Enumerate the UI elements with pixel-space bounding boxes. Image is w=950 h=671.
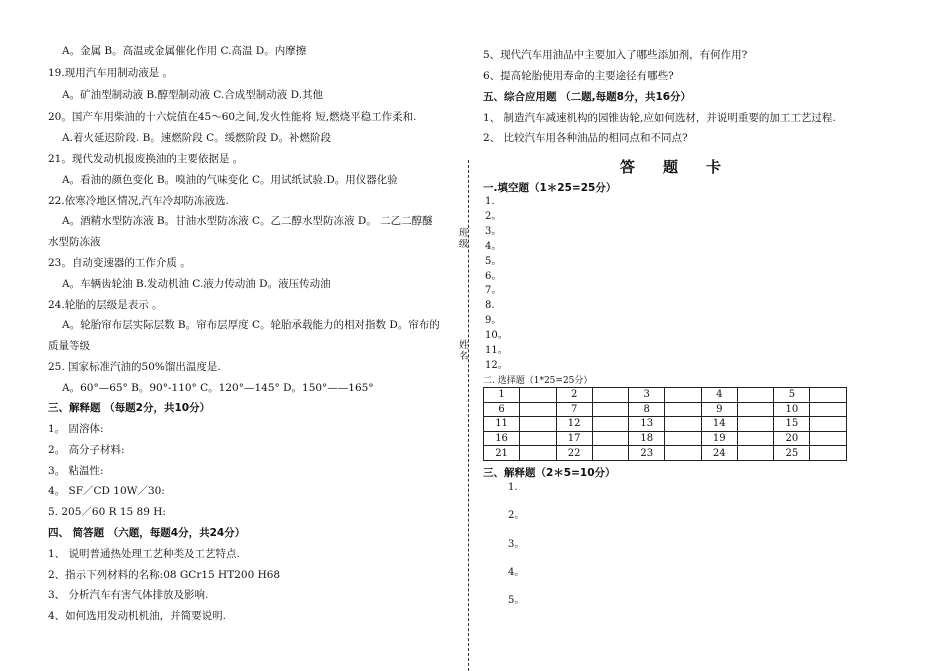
grid-answer-cell[interactable] (810, 446, 847, 461)
grid-number-cell: 23 (629, 446, 665, 461)
grid-number-cell: 13 (629, 417, 665, 432)
grid-number-cell: 6 (484, 402, 520, 417)
q21-options: A。看油的颜色变化 B。嗅油的气味变化 C。用试纸试验.D。用仪器化验 (62, 174, 398, 186)
answer-card-title: 答题卡 (620, 158, 750, 176)
grid-answer-cell[interactable] (592, 417, 628, 432)
fill-item: 9。 (485, 315, 502, 327)
grid-answer-cell[interactable] (520, 402, 556, 417)
explain-item-4: 4。 SF／CD 10W／30: (48, 485, 165, 497)
grid-answer-cell[interactable] (665, 446, 701, 461)
grid-answer-cell[interactable] (520, 417, 556, 432)
choice-answer-grid (483, 387, 847, 461)
grid-number-cell: 21 (484, 446, 520, 461)
grid-row (484, 417, 847, 432)
q19-stem: 19.现用汽车用制动液是 。 (48, 67, 174, 79)
grid-number-cell: 9 (701, 402, 737, 417)
q25-stem: 25. 国家标准汽油的50%馏出温度是. (48, 361, 221, 373)
app-q2: 2、 比较汽车用各种油品的相同点和不同点? (483, 132, 688, 144)
grid-number-cell: 5 (774, 388, 810, 403)
grid-answer-cell[interactable] (520, 388, 556, 403)
explain-answer-item: 2。 (508, 510, 525, 522)
q19-options: A。矿油型制动液 B.醇型制动液 C.合成型制动液 D.其他 (62, 89, 324, 101)
explain-item-5: 5. 205／60 R 15 89 H: (48, 506, 166, 518)
q24-stem: 24.轮胎的层级是表示 。 (48, 299, 163, 311)
grid-number-cell: 4 (701, 388, 737, 403)
q21-stem: 21。现代发动机报废换油的主要依据是 。 (48, 153, 244, 165)
grid-answer-cell[interactable] (665, 417, 701, 432)
grid-answer-cell[interactable] (737, 431, 773, 446)
grid-number-cell: 12 (556, 417, 592, 432)
explain-heading: 三、解释题（2＊5=10分） (483, 467, 616, 479)
fill-item: 6。 (485, 270, 502, 282)
grid-answer-cell[interactable] (665, 388, 701, 403)
q24-options: A。轮胎帘布层实际层数 B。帘布层厚度 C。轮胎承载能力的相对指数 D。帘布的 (62, 319, 440, 331)
q22-options-cont: 水型防冻液 (48, 236, 101, 248)
section3-heading: 三、解释题 （每题2分，共10分） (48, 402, 211, 414)
q23-options: A。车辆齿轮油 B.发动机油 C.液力传动油 D。液压传动油 (62, 278, 331, 290)
fill-item: 8. (485, 300, 495, 312)
section4-heading: 四、 简答题 （六题，每题4分，共24分） (48, 527, 246, 539)
fill-item: 4。 (485, 240, 502, 252)
section5-heading: 五、综合应用题 （二题,每题8分，共16分） (483, 91, 692, 103)
grid-row (484, 402, 847, 417)
q22-options: A。酒精水型防冻液 B。甘油水型防冻液 C。乙二醇水型防冻液 D。 二乙二醇醚 (62, 215, 433, 227)
explain-item-1: 1。 固溶体: (48, 423, 104, 435)
q23-stem: 23。自动变速器的工作介质 。 (48, 257, 191, 269)
explain-answer-item: 4。 (508, 566, 525, 578)
grid-answer-cell[interactable] (520, 446, 556, 461)
q5-stem: 5、现代汽车用油品中主要加入了哪些添加剂，有何作用? (483, 49, 748, 61)
name-label: 姓名 (459, 340, 469, 362)
grid-number-cell: 25 (774, 446, 810, 461)
short-answer-4: 4、如何选用发动机机油，并简要说明. (48, 610, 227, 622)
explain-item-2: 2。 高分子材料: (48, 444, 125, 456)
grid-number-cell: 22 (556, 446, 592, 461)
explain-answer-item: 1. (508, 482, 518, 493)
grid-answer-cell[interactable] (737, 388, 773, 403)
grid-answer-cell[interactable] (592, 402, 628, 417)
grid-row (484, 388, 847, 403)
class-label: 班级 (459, 228, 469, 250)
grid-answer-cell[interactable] (737, 402, 773, 417)
grid-number-cell: 2 (556, 388, 592, 403)
grid-answer-cell[interactable] (737, 446, 773, 461)
q25-options: A。60°—65° B。90°-110° C。120°—145° D。150°——165° (62, 382, 374, 394)
fill-item: 2。 (485, 210, 502, 222)
grid-answer-cell[interactable] (810, 402, 847, 417)
grid-number-cell: 18 (629, 431, 665, 446)
grid-number-cell: 11 (484, 417, 520, 432)
fill-item: 1. (485, 196, 495, 207)
short-answer-1: 1、 说明普通热处理工艺种类及工艺特点. (48, 548, 240, 560)
grid-answer-cell[interactable] (810, 417, 847, 432)
fill-item: 11。 (485, 345, 508, 356)
fill-item: 5。 (485, 255, 502, 267)
grid-number-cell: 16 (484, 431, 520, 446)
grid-row (484, 431, 847, 446)
grid-number-cell: 8 (629, 402, 665, 417)
short-answer-2: 2、指示下列材料的名称:08 GCr15 HT200 H68 (48, 569, 281, 581)
q18-options: A。金属 B。高温或金属催化作用 C.高温 D。内摩擦 (62, 45, 307, 57)
grid-answer-cell[interactable] (810, 431, 847, 446)
fill-heading: 一.填空题（1＊25=25分） (483, 182, 617, 194)
grid-answer-cell[interactable] (810, 388, 847, 403)
short-answer-3: 3、 分析汽车有害气体排放及影响. (48, 589, 209, 601)
choice-heading: 二. 选择题（1*25=25分） (483, 376, 593, 386)
q20-options: A.着火延迟阶段. B。速燃阶段 C。缓燃阶段 D。补燃阶段 (62, 132, 331, 144)
grid-answer-cell[interactable] (592, 388, 628, 403)
grid-answer-cell[interactable] (520, 431, 556, 446)
q20-stem: 20。国产车用柴油的十六烷值在45～60之间,发火性能将 短,燃烧平稳工作柔和. (48, 111, 417, 123)
grid-number-cell: 17 (556, 431, 592, 446)
q6-stem: 6、提高轮胎使用寿命的主要途径有哪些? (483, 70, 674, 82)
grid-answer-cell[interactable] (665, 431, 701, 446)
grid-answer-cell[interactable] (592, 446, 628, 461)
grid-number-cell: 10 (774, 402, 810, 417)
grid-number-cell: 14 (701, 417, 737, 432)
grid-number-cell: 1 (484, 388, 520, 403)
grid-number-cell: 20 (774, 431, 810, 446)
explain-item-3: 3。 粘温性: (48, 465, 104, 477)
fill-item: 3。 (485, 225, 502, 237)
app-q1: 1、 制造汽车减速机构的园锥齿轮,应如何选材，并说明重要的加工工艺过程. (483, 112, 836, 124)
grid-row (484, 446, 847, 461)
fill-item: 7。 (485, 285, 502, 297)
grid-number-cell: 7 (556, 402, 592, 417)
grid-answer-cell[interactable] (665, 402, 701, 417)
q24-options-cont: 质量等级 (48, 340, 90, 352)
grid-number-cell: 3 (629, 388, 665, 403)
grid-answer-cell[interactable] (737, 417, 773, 432)
q22-stem: 22.依寒冷地区情况,汽车冷却防冻液选. (48, 195, 229, 207)
grid-answer-cell[interactable] (592, 431, 628, 446)
grid-number-cell: 19 (701, 431, 737, 446)
fill-item: 12。 (485, 359, 508, 371)
grid-number-cell: 15 (774, 417, 810, 432)
explain-answer-item: 3。 (508, 538, 525, 550)
fill-item: 10。 (485, 330, 508, 342)
explain-answer-item: 5。 (508, 595, 525, 607)
grid-number-cell: 24 (701, 446, 737, 461)
